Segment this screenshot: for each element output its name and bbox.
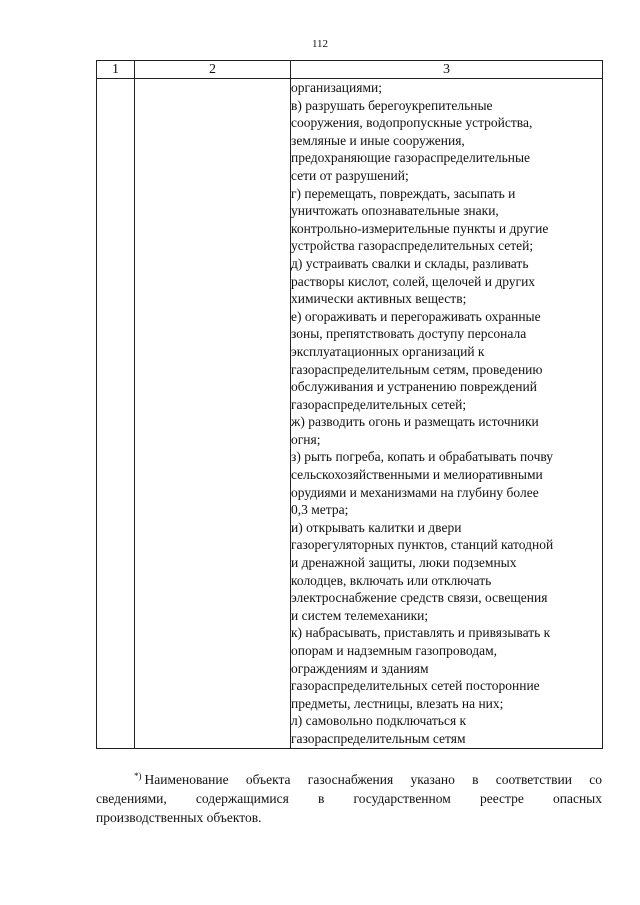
text-line: сельскохозяйственными и мелиоративными [291,467,543,483]
text-line: орудиями и механизмами на глубину более [291,484,539,500]
text-line: зоны, препятствовать доступу персонала [291,326,527,342]
text-line: растворы кислот, солей, щелочей и других [291,273,536,289]
text-line: опорам и надземным газопроводам, [291,643,497,658]
text-line: колодцев, включать или отключать [291,572,492,588]
text-line: обслуживания и устранению повреждений [291,379,537,395]
text-line: газорегуляторных пунктов, станций катодной [291,537,554,553]
text-line: газораспределительным сетям [291,730,466,746]
column-header-1: 1 [97,61,135,79]
table-row [97,79,603,749]
column-header-3: 3 [291,61,603,79]
footnote-line-1 [96,767,602,789]
text-line: предметы, лестницы, влезать на них; [291,695,504,711]
text-line: з) рыть погреба, копать и обрабатывать почву [291,449,554,465]
text-line: огня; [291,431,321,447]
text-line: устройства газораспределительных сетей; [291,238,534,254]
text-line: и дренажной защиты, люки подземных [291,555,517,571]
text-line: химически активных веществ; [291,291,467,307]
table-cell-col3 [291,79,603,749]
text-line: и) открывать калитки и двери [291,519,462,535]
text-line: в) разрушать берегоукрепительные [291,97,493,113]
text-line: уничтожать опознавательные знаки, [291,203,499,219]
text-line: 0,3 метра; [291,502,349,518]
text-line: предохраняющие газораспределительные [291,150,531,166]
text-line: сооружения, водопропускные устройства, [291,115,533,131]
text-line: газораспределительных сетей посторонние [291,678,540,694]
footnote-line-3: производственных объектов. [96,810,262,825]
column-header-2: 2 [135,61,291,79]
text-line: контрольно-измерительные пункты и другие [291,220,549,236]
footnote-text-1: Наименование объекта газоснабжения указано в соответствии со [144,772,602,787]
footnote-marker: *) [134,771,142,781]
text-line: сети от разрушений; [291,167,409,183]
footnote-line-2: сведениями, содержащимися в государственном реестре опасных [96,791,602,806]
text-line: земляные и иные сооружения, [291,132,465,148]
text-line: е) огораживать и перегораживать охранные [291,308,541,324]
text-line: л) самовольно подключаться к [291,713,467,729]
text-line: ж) разводить огонь и размещать источники [291,414,539,430]
text-line: д) устраивать свалки и склады, разливать [291,255,529,271]
text-line: к) набрасывать, приставлять и привязывать к [291,625,551,641]
page-number: 112 [311,38,329,50]
text-line: организациями; [291,80,382,95]
text-line: газораспределительным сетям, проведению [291,361,543,377]
text-line: и систем телемеханики; [291,607,429,623]
document-table [96,60,603,749]
text-line: эксплуатационных организаций к [291,343,485,359]
table-cell-col1 [97,79,135,749]
table-header-row [97,61,603,79]
text-line: г) перемещать, повреждать, засыпать и [291,185,516,201]
text-line: электроснабжение средств связи, освещения [291,590,548,606]
footnote [96,767,602,827]
table-cell-col2 [135,79,291,749]
text-line: газораспределительных сетей; [291,396,467,412]
text-line: ограждениям и зданиям [291,660,429,676]
